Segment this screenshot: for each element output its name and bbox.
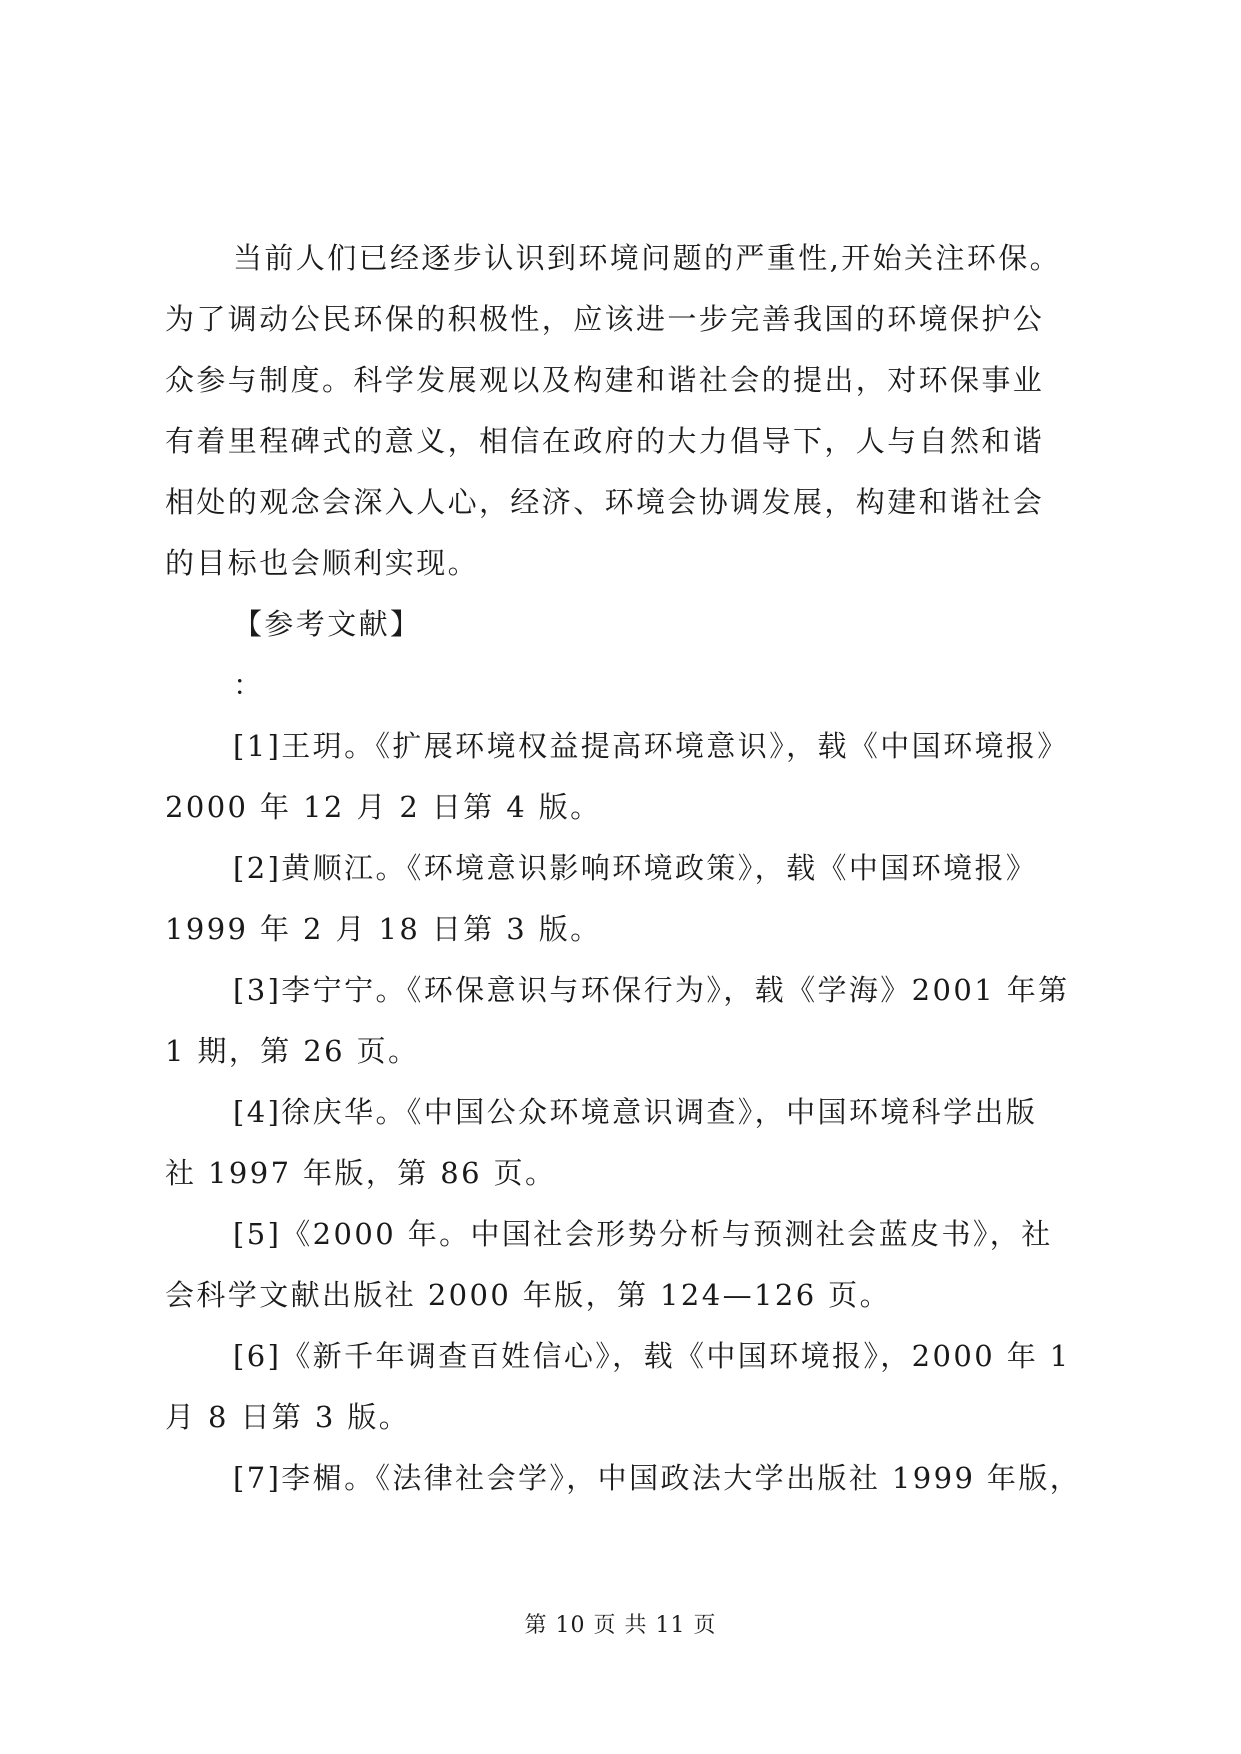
text-line: 的目标也会顺利实现。 — [165, 546, 480, 580]
text-line: 有着里程碑式的意义，相信在政府的大力倡导下，人与自然和谐 — [165, 424, 1045, 458]
page-footer: 第 10 页 共 11 页 — [524, 1613, 717, 1638]
reference-item: [3]李宁宁。《环保意识与环保行为》，载《学海》2001 年第 — [233, 973, 1070, 1007]
text-line: 相处的观念会深入人心，经济、环境会协调发展，构建和谐社会 — [165, 485, 1045, 519]
text-line: ： — [233, 668, 265, 702]
reference-item: [1]王玥。《扩展环境权益提高环境意识》，载《中国环境报》 — [233, 729, 1069, 763]
text-line: 当前人们已经逐步认识到环境问题的严重性,开始关注环保。 — [233, 241, 1062, 275]
reference-item-continued: 1999 年 2 月 18 日第 3 版。 — [165, 912, 602, 946]
reference-item: [5]《2000 年。中国社会形势分析与预测社会蓝皮书》，社 — [233, 1217, 1053, 1251]
document-body — [165, 228, 1095, 1509]
reference-item: [4]徐庆华。《中国公众环境意识调查》，中国环境科学出版 — [233, 1095, 1038, 1129]
text-line: 众参与制度。科学发展观以及构建和谐社会的提出，对环保事业 — [165, 363, 1045, 397]
references-heading: 【参考文献】 — [233, 607, 422, 641]
reference-item: [2]黄顺江。《环境意识影响环境政策》，载《中国环境报》 — [233, 851, 1038, 885]
reference-item: [7]李楣。《法律社会学》，中国政法大学出版社 1999 年版， — [233, 1461, 1082, 1495]
reference-item-continued: 会科学文献出版社 2000 年版，第 124—126 页。 — [165, 1278, 891, 1312]
reference-item-continued: 月 8 日第 3 版。 — [165, 1400, 411, 1434]
reference-item-continued: 2000 年 12 月 2 日第 4 版。 — [165, 790, 602, 824]
text-line: 为了调动公民环保的积极性，应该进一步完善我国的环境保护公 — [165, 302, 1045, 336]
reference-item-continued: 社 1997 年版，第 86 页。 — [165, 1156, 557, 1190]
reference-item-continued: 1 期，第 26 页。 — [165, 1034, 420, 1068]
reference-item: [6]《新千年调查百姓信心》，载《中国环境报》，2000 年 1 — [233, 1339, 1071, 1373]
